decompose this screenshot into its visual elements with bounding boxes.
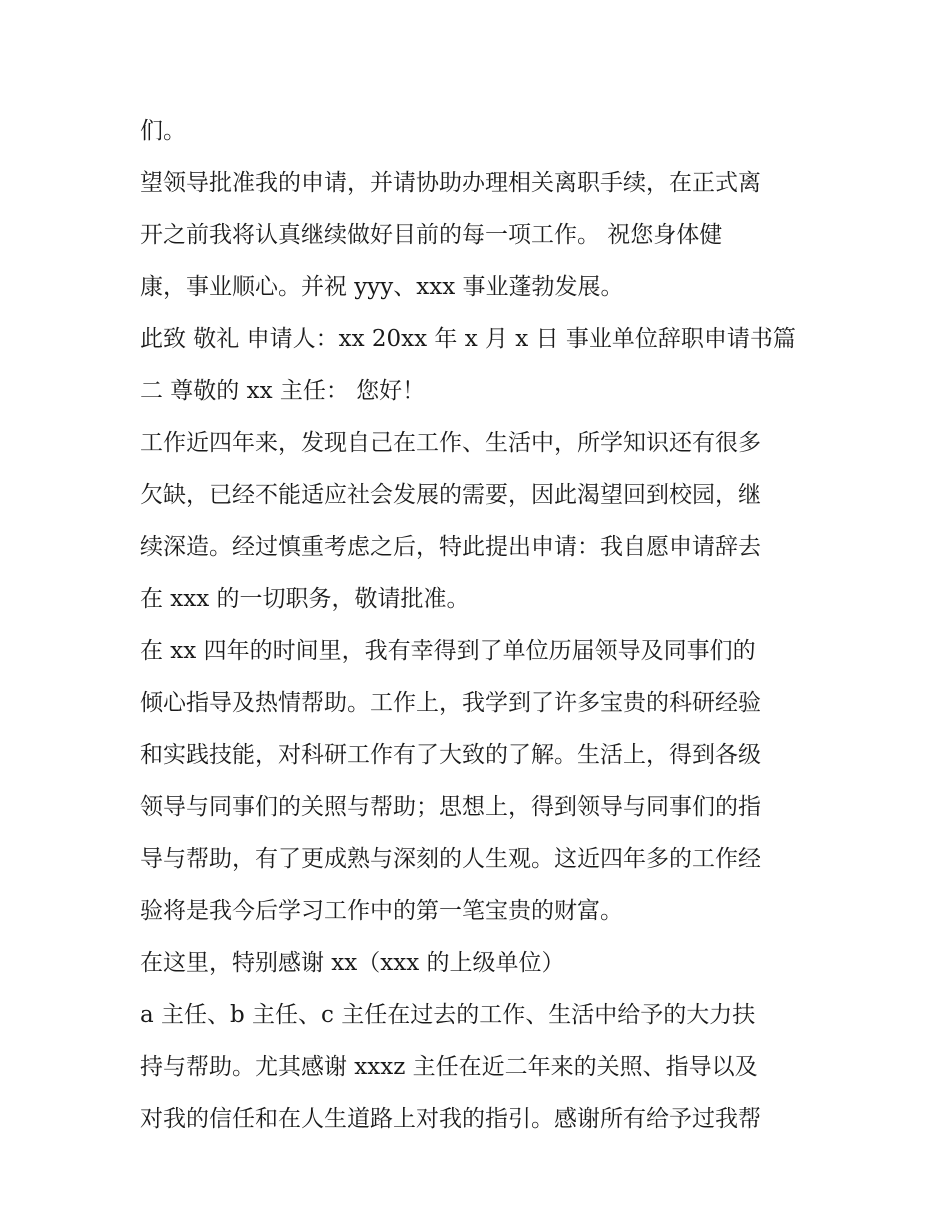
text-line: 们。 [140,118,186,144]
text-line: 倾心指导及热情帮助。工作上，我学到了许多宝贵的科研经验 [140,690,761,716]
text-line: 持与帮助。尤其感谢 xxxz 主任在近二年来的关照、指导以及 [140,1054,758,1080]
text-line: 领导与同事们的关照与帮助；思想上，得到领导与同事们的指 [140,794,761,820]
text-line: 导与帮助，有了更成熟与深刻的人生观。这近四年多的工作经 [140,846,761,872]
text-line: 验将是我今后学习工作中的第一笔宝贵的财富。 [140,898,623,924]
text-line: 二 尊敬的 xx 主任： 您好！ [140,378,426,404]
text-line: 欠缺，已经不能适应社会发展的需要，因此渴望回到校园，继 [140,482,761,508]
text-line: 在 xxx 的一切职务，敬请批准。 [140,586,470,612]
text-line: 康，事业顺心。并祝 yyy、xxx 事业蓬勃发展。 [140,274,624,300]
text-line: 此致 敬礼 申请人：xx 20xx 年 x 月 x 日 事业单位辞职申请书篇 [140,326,796,352]
text-line: 在 xx 四年的时间里，我有幸得到了单位历届领导及同事们的 [140,638,756,664]
text-line: 开之前我将认真继续做好目前的每一项工作。 祝您身体健 [140,222,723,248]
text-line: 在这里，特别感谢 xx（xxx 的上级单位） [140,950,565,976]
text-line: 对我的信任和在人生道路上对我的指引。感谢所有给予过我帮 [140,1106,761,1132]
text-line: a 主任、b 主任、c 主任在过去的工作、生活中给予的大力扶 [140,1002,756,1028]
text-line: 望领导批准我的申请，并请协助办理相关离职手续，在正式离 [140,170,761,196]
text-line: 续深造。经过慎重考虑之后，特此提出申请：我自愿申请辞去 [140,534,761,560]
text-line: 工作近四年来，发现自己在工作、生活中，所学知识还有很多 [140,430,761,456]
document-body [140,105,820,1145]
text-line: 和实践技能，对科研工作有了大致的了解。生活上，得到各级 [140,742,761,768]
